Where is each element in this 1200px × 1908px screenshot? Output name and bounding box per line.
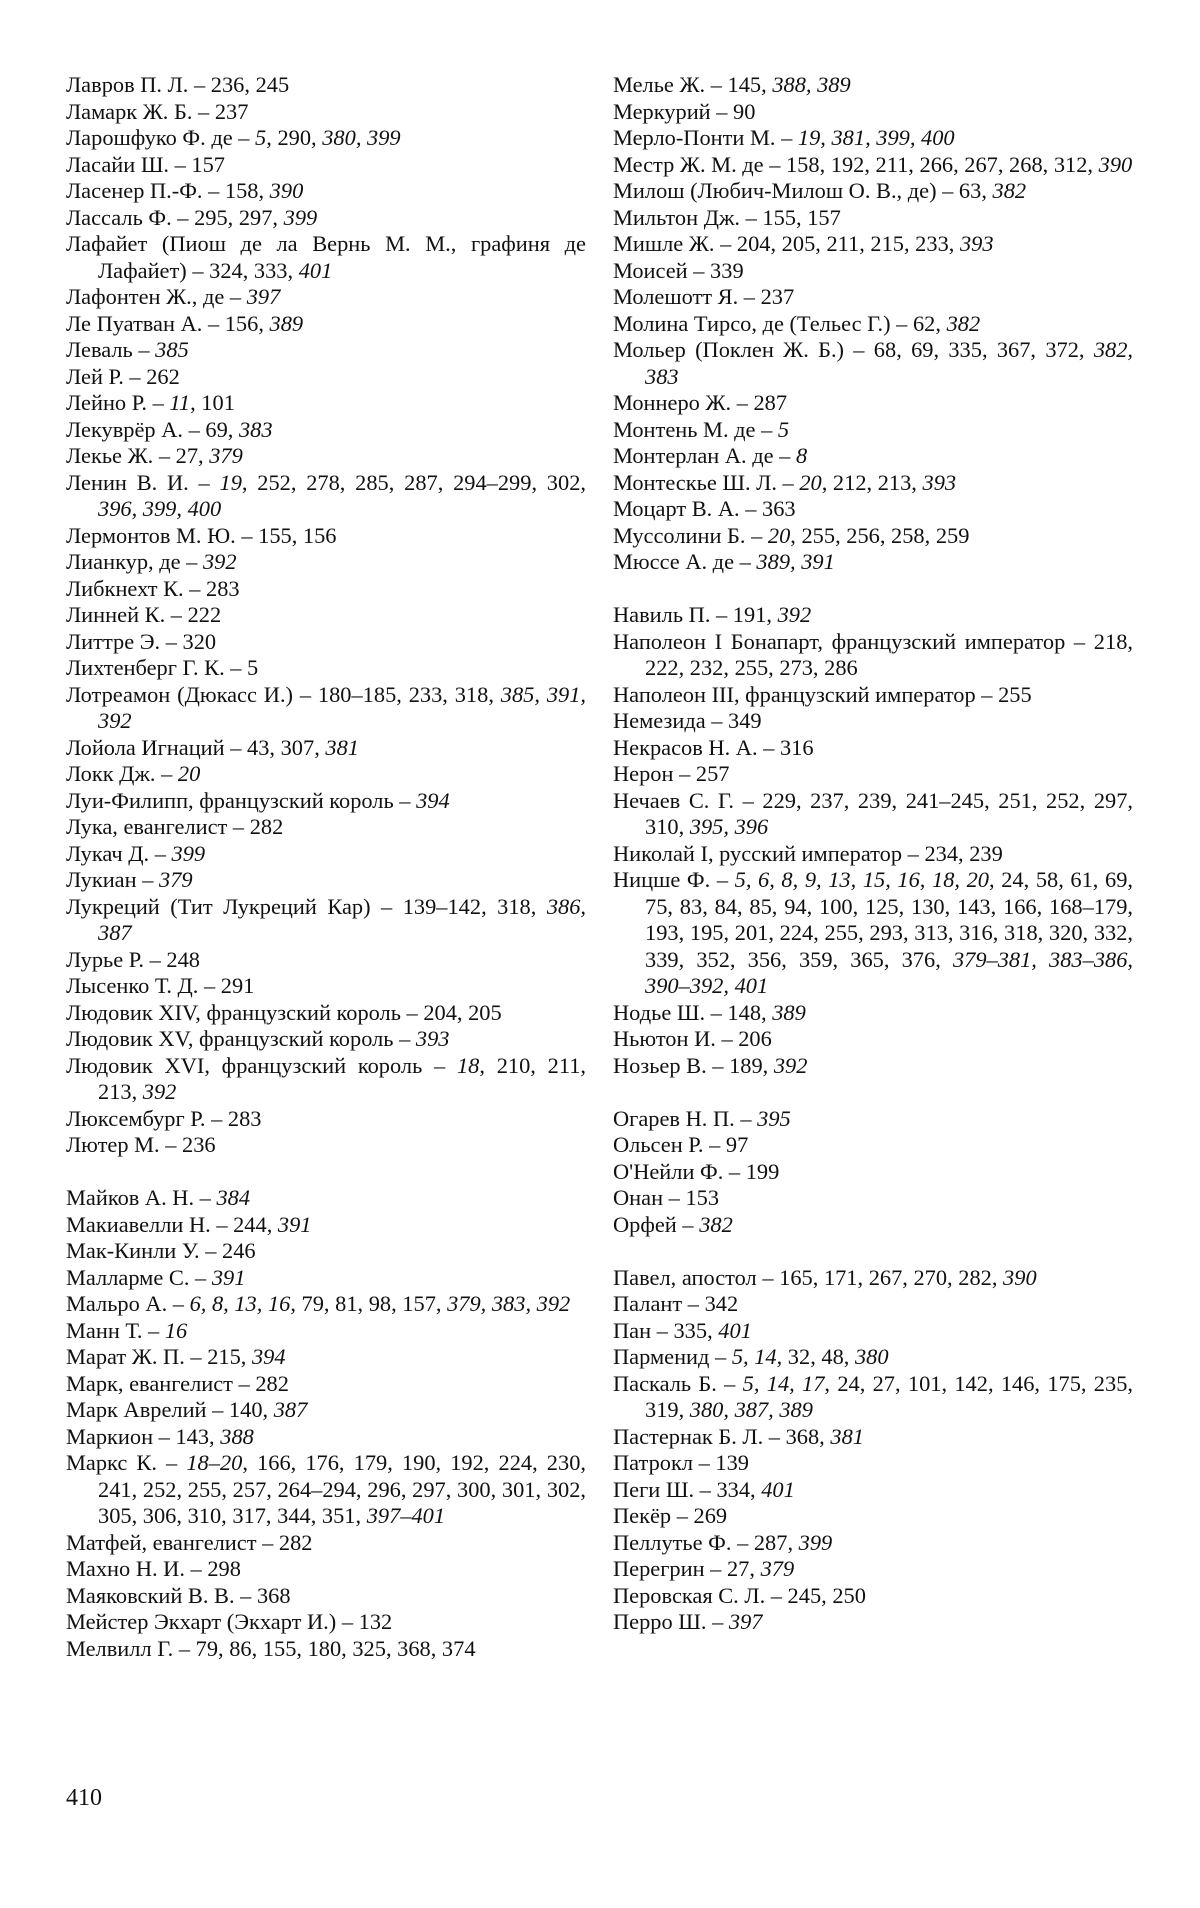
index-entry: [66, 788, 586, 815]
index-entry-text: Ницше Ф. –: [613, 867, 735, 892]
index-entry-text: Мюссе А. де –: [613, 549, 757, 574]
index-entry-text: , 252, 278, 285, 287, 294–299, 302,: [241, 469, 586, 495]
index-entry: [613, 1371, 1133, 1424]
index-entry: [613, 841, 1133, 868]
index-entry: [66, 1556, 586, 1583]
index-entry: [66, 125, 586, 152]
index-entry-text: Лейно Р. –: [66, 390, 170, 415]
index-entry: [613, 1291, 1133, 1318]
index-entry-text: Паскаль Б. –: [613, 1370, 743, 1396]
index-entry-text: О'Нейли Ф. – 199: [613, 1158, 780, 1184]
index-entry-text: Лей Р. – 262: [66, 363, 180, 389]
index-entry-text: Люксембург Р. – 283: [66, 1105, 262, 1131]
index-entry: [613, 99, 1133, 126]
index-entry-italic-pages: 384: [216, 1185, 251, 1210]
index-entry-text: Милош (Любич-Милош О. В., де) – 63,: [613, 178, 993, 203]
index-entry-text: Монтерлан А. де –: [613, 443, 796, 468]
index-entry-text: Лукиан –: [66, 867, 159, 892]
index-entry: [66, 814, 586, 841]
index-entry-text: Наполеон I Бонапарт, французский император – 218, 222, 232, 255, 273, 286: [613, 628, 1133, 680]
index-entry-text: , 32, 48,: [776, 1344, 855, 1369]
index-entry: [66, 735, 586, 762]
index-column-left: [66, 72, 586, 1662]
index-entry-text: Лекуврёр А. – 69,: [66, 416, 239, 442]
index-entry-italic-pages: 19, 381, 399, 400: [797, 125, 955, 150]
index-entry: [66, 390, 586, 417]
index-entry-italic-pages: 389: [772, 999, 806, 1025]
index-entry: [613, 311, 1133, 338]
index-entry-italic-pages: 389, 391: [756, 549, 835, 574]
index-entry-text: Лука, евангелист – 282: [66, 814, 284, 839]
index-entry: [613, 417, 1133, 444]
index-entry-text: Патрокл – 139: [613, 1450, 750, 1475]
index-entry-text: Молешотт Я. – 237: [613, 284, 795, 309]
index-entry: [66, 1053, 586, 1106]
index-entry-italic-pages: 382, 383: [645, 337, 1133, 389]
index-entry: [66, 1530, 586, 1557]
index-entry-text: Марат Ж. П. – 215,: [66, 1344, 252, 1369]
index-entry: [613, 1026, 1133, 1053]
index-entry: [66, 1132, 586, 1159]
index-entry-text: Мишле Ж. – 204, 205, 211, 215, 233,: [613, 231, 960, 256]
index-entry-text: , 79, 81, 98, 157,: [290, 1291, 448, 1316]
index-entry-text: Перовская С. Л. – 245, 250: [613, 1582, 866, 1608]
index-entry-italic-pages: 393: [415, 1026, 450, 1051]
index-entry-text: Лукреций (Тит Лукреций Кар) – 139–142, 318,: [66, 893, 547, 919]
index-entry: [66, 761, 586, 788]
index-entry: [613, 1106, 1133, 1133]
index-entry-italic-pages: 5, 14, 17: [742, 1370, 825, 1396]
index-entry: [66, 99, 586, 126]
index-entry: [66, 602, 586, 629]
index-entry-text: , 212, 213,: [821, 469, 923, 495]
index-entry-italic-pages: 379–381, 383–386, 390–392, 401: [645, 946, 1134, 998]
index-entry: [613, 258, 1133, 285]
index-entry: [613, 602, 1133, 629]
index-entry: [613, 735, 1133, 762]
index-entry-text: Мальро А. –: [66, 1291, 190, 1316]
index-entry-text: Павел, апостол – 165, 171, 267, 270, 282,: [613, 1264, 1004, 1290]
index-entry: [613, 496, 1133, 523]
index-entry: [613, 390, 1133, 417]
index-entry-italic-pages: 382: [946, 310, 981, 336]
index-entry-text: Махно Н. И. – 298: [66, 1556, 241, 1581]
index-entry: [66, 364, 586, 391]
index-entry-text: Ньютон И. – 206: [613, 1026, 772, 1051]
index-entry-text: Маркс К. –: [66, 1450, 187, 1475]
index-entry-italic-pages: 392: [777, 602, 812, 627]
index-entry-italic-pages: 397: [728, 1609, 763, 1634]
index-entry: [66, 1185, 586, 1212]
index-entry-text: Огарев Н. П. –: [613, 1105, 758, 1131]
index-entry-text: Моннеро Ж. – 287: [613, 390, 788, 415]
index-entry-text: Орфей –: [613, 1211, 700, 1237]
index-entry-text: Ларошфуко Ф. де –: [66, 125, 256, 150]
index-entry-text: Ленин В. И. –: [66, 469, 220, 495]
index-entry: [66, 1371, 586, 1398]
index-entry-italic-pages: 392: [773, 1052, 808, 1078]
index-entry-text: Моисей – 339: [613, 257, 744, 283]
index-entry-text: Людовик XIV, французский король – 204, 205: [66, 999, 502, 1025]
index-entry-text: Лекье Ж. – 27,: [66, 443, 210, 468]
index-entry: [66, 1450, 586, 1530]
index-entry-italic-pages: 389: [269, 310, 304, 336]
index-entry-text: Лурье Р. – 248: [66, 946, 200, 972]
index-entry-italic-pages: 20: [767, 522, 791, 548]
index-entry: [613, 1000, 1133, 1027]
index-entry: [613, 205, 1133, 232]
index-entry-text: Моцарт В. А. – 363: [613, 496, 796, 521]
index-entry: [66, 1583, 586, 1610]
index-entry-italic-pages: 5, 6, 8, 9, 13, 15, 16, 18, 20: [734, 867, 990, 892]
index-entry: [66, 947, 586, 974]
index-entry: [66, 1212, 586, 1239]
index-entry-text: Нерон – 257: [613, 761, 730, 786]
index-entry-italic-pages: 5, 14: [731, 1344, 777, 1369]
index-entry-text: Онан – 153: [613, 1185, 720, 1210]
index-entry: [613, 152, 1133, 179]
index-entry-italic-pages: 386, 387: [98, 893, 586, 945]
index-entry-italic-pages: 397: [246, 284, 281, 309]
index-entry: [66, 1344, 586, 1371]
index-entry: [613, 708, 1133, 735]
index-entry: [613, 1053, 1133, 1080]
index-entry: [613, 125, 1133, 152]
index-entry-text: Лермонтов М. Ю. – 155, 156: [66, 522, 337, 548]
index-entry-text: Либкнехт К. – 283: [66, 575, 240, 601]
index-entry-italic-pages: 380, 387, 389: [689, 1397, 813, 1422]
index-entry-italic-pages: 18: [456, 1052, 480, 1078]
index-entry-italic-pages: 5: [255, 125, 267, 150]
index-entry-text: Монтень М. де –: [613, 416, 778, 442]
index-entry: [613, 1212, 1133, 1239]
index-entry-text: Навиль П. – 191,: [613, 602, 778, 627]
index-entry-italic-pages: 18–20: [186, 1450, 243, 1475]
index-entry-text: Марк, евангелист – 282: [66, 1370, 289, 1396]
index-entry-text: Ле Пуатван А. – 156,: [66, 310, 270, 336]
index-entry-text: Лафайет (Пиош де ла Вернь М. М., графиня де Лафайет) – 324, 333,: [66, 231, 586, 283]
index-entry-italic-pages: 380: [854, 1344, 889, 1369]
index-entry-text: , 290,: [266, 125, 323, 150]
index-entry: [613, 1344, 1133, 1371]
index-entry: [613, 337, 1133, 390]
index-entry: [66, 867, 586, 894]
index-entry-text: Перегрин – 27,: [613, 1556, 761, 1581]
index-entry-italic-pages: 395, 396: [689, 814, 769, 839]
index-entry-italic-pages: 19: [219, 469, 242, 495]
index-entry-text: Маркион – 143,: [66, 1423, 221, 1449]
index-entry-italic-pages: 394: [416, 787, 450, 813]
index-entry: [613, 284, 1133, 311]
index-entry-text: Лавров П. Л. – 236, 245: [66, 72, 290, 97]
index-entry: [613, 682, 1133, 709]
index-entry: [66, 682, 586, 735]
index-entry: [66, 894, 586, 947]
index-entry: [66, 1238, 586, 1265]
index-entry-text: Монтескье Ш. Л. –: [613, 469, 800, 495]
index-entry-text: Лихтенберг Г. К. – 5: [66, 655, 259, 680]
index-entry-text: Линней К. – 222: [66, 602, 222, 627]
index-entry-italic-pages: 391: [211, 1264, 246, 1290]
index-entry-text: , 210, 211, 213,: [98, 1052, 586, 1104]
index-entry-text: Людовик XVI, французский король –: [66, 1052, 457, 1078]
index-entry-text: Нодье Ш. – 148,: [613, 999, 773, 1025]
index-entry-text: Локк Дж. –: [66, 761, 178, 786]
index-entry-italic-pages: 399: [171, 840, 206, 866]
index-entry-text: Лассаль Ф. – 295, 297,: [66, 204, 284, 230]
index-entry-text: Манн Т. –: [66, 1317, 165, 1343]
index-entry-text: Лотреамон (Дюкасс И.) – 180–185, 233, 318,: [66, 681, 501, 707]
index-entry-text: Мелвилл Г. – 79, 86, 155, 180, 325, 368, 374: [66, 1635, 476, 1661]
index-entry-text: Мелье Ж. – 145,: [613, 72, 773, 97]
index-entry-text: , 166, 176, 179, 190, 192, 224, 230, 241, 252, 255, 257, 264–294, 296, 297, 300, 301, 302, 305, 306, 310, 317, 344, 351,: [98, 1450, 586, 1528]
index-entry-italic-pages: 381: [325, 734, 359, 760]
index-entry: [66, 1106, 586, 1133]
index-entry: [613, 72, 1133, 99]
index-entry: [66, 576, 586, 603]
index-entry: [66, 1424, 586, 1451]
index-entry: [613, 1583, 1133, 1610]
index-entry-text: Парменид –: [613, 1344, 732, 1369]
index-entry-italic-pages: 391: [277, 1211, 312, 1237]
index-entry-text: Меркурий – 90: [613, 98, 756, 124]
index-entry-text: Пеги Ш. – 334,: [613, 1476, 762, 1502]
index-entry-italic-pages: 6, 8, 13, 16: [189, 1291, 291, 1316]
index-entry: [66, 1000, 586, 1027]
page-number: 410: [66, 1785, 102, 1811]
index-entry: [613, 523, 1133, 550]
index-entry: [613, 470, 1133, 497]
index-entry-italic-pages: 395: [757, 1105, 791, 1131]
index-entry-text: Лианкур, де –: [66, 549, 203, 574]
index-entry: [613, 1265, 1133, 1292]
index-entry: [66, 178, 586, 205]
index-entry-text: , 24, 58, 61, 69, 75, 83, 84, 85, 94, 100, 125, 130, 143, 166, 168–179, 193, 195, 201, 224, 255, 293, 313, 316, 318, 320, 332, 339, 352, 356, 359, 365, 376,: [645, 867, 1133, 972]
index-entry-text: Молина Тирсо, де (Тельес Г.) – 62,: [613, 310, 947, 336]
index-entry-text: Макиавелли Н. – 244,: [66, 1211, 278, 1237]
index-entry: [613, 761, 1133, 788]
index-entry-italic-pages: 401: [718, 1317, 752, 1343]
index-entry-text: Мольер (Поклен Ж. Б.) – 68, 69, 335, 367, 372,: [613, 337, 1094, 362]
index-entry-italic-pages: 401: [761, 1476, 795, 1502]
index-entry: [66, 1318, 586, 1345]
index-entry: [66, 1026, 586, 1053]
index-entry-text: , 24, 27, 101, 142, 146, 175, 235, 319,: [645, 1370, 1133, 1422]
index-entry: [66, 284, 586, 311]
index-entry-italic-pages: 393: [959, 231, 994, 256]
index-entry-italic-pages: 387: [273, 1397, 308, 1422]
index-entry-text: Марк Аврелий – 140,: [66, 1397, 274, 1422]
index-entry: [613, 549, 1133, 576]
index-entry-text: Нозьер В. – 189,: [613, 1052, 774, 1078]
index-entry-text: Лысенко Т. Д. – 291: [66, 973, 255, 998]
index-entry-italic-pages: 390: [1098, 151, 1133, 177]
index-entry-italic-pages: 385: [155, 337, 189, 362]
index-entry: [66, 417, 586, 444]
index-entry: [66, 1397, 586, 1424]
index-entry-italic-pages: 388, 389: [772, 72, 851, 97]
index-entry: [613, 1477, 1133, 1504]
index-entry-text: Пастернак Б. Л. – 368,: [613, 1423, 831, 1449]
index-entry-text: Перро Ш. –: [613, 1609, 729, 1634]
index-entry: [66, 549, 586, 576]
index-entry: [66, 337, 586, 364]
index-entry: [66, 1265, 586, 1292]
index-entry: [613, 178, 1133, 205]
index-entry: [613, 1503, 1133, 1530]
index-entry-text: Мак-Кинли У. – 246: [66, 1238, 256, 1263]
index-entry-text: Ламарк Ж. Б. – 237: [66, 98, 249, 124]
index-entry-italic-pages: 401: [298, 257, 333, 283]
index-entry-text: Местр Ж. М. де – 158, 192, 211, 266, 267, 268, 312,: [613, 151, 1099, 177]
index-entry-italic-pages: 379, 383, 392: [447, 1291, 571, 1316]
index-entry-italic-pages: 393: [922, 469, 957, 495]
index-entry-italic-pages: 379: [760, 1556, 795, 1581]
index-entry: [66, 1609, 586, 1636]
index-entry-text: Пекёр – 269: [613, 1503, 728, 1528]
index-entry-italic-pages: 11: [169, 390, 191, 415]
index-entry-italic-pages: 20: [799, 469, 822, 495]
index-entry-italic-pages: 390: [269, 178, 304, 203]
index-entry: [613, 443, 1133, 470]
index-entry: [613, 1450, 1133, 1477]
index-entry-text: Наполеон III, французский император – 255: [613, 681, 1032, 707]
index-entry-italic-pages: 8: [795, 443, 808, 468]
index-entry-text: Ласайи Ш. – 157: [66, 151, 225, 177]
index-entry-text: Мерло-Понти М. –: [613, 125, 798, 150]
index-entry-text: Пеллутье Ф. – 287,: [613, 1529, 799, 1555]
index-entry-italic-pages: 379: [159, 867, 193, 892]
index-entry-italic-pages: 399: [283, 204, 318, 230]
index-entry-italic-pages: 396, 399, 400: [98, 496, 222, 521]
index-entry-text: Пан – 335,: [613, 1317, 719, 1343]
index-entry: [66, 231, 586, 284]
index-entry-text: Людовик XV, французский король –: [66, 1026, 416, 1051]
index-entry-text: Матфей, евангелист – 282: [66, 1529, 313, 1555]
index-entry-text: Малларме С. –: [66, 1264, 212, 1290]
index-entry: [66, 72, 586, 99]
index-entry-italic-pages: 382: [992, 178, 1027, 203]
index-entry-italic-pages: 5: [777, 416, 790, 442]
index-entry-italic-pages: 399: [798, 1529, 833, 1555]
index-entry: [613, 788, 1133, 841]
index-entry-text: Литтре Э. – 320: [66, 628, 217, 654]
index-entry-italic-pages: 16: [164, 1317, 188, 1343]
index-entry-text: Ласенер П.-Ф. – 158,: [66, 178, 270, 203]
index-entry-italic-pages: 379: [209, 443, 243, 468]
index-entry-italic-pages: 383: [238, 416, 273, 442]
index-entry-text: Палант – 342: [613, 1291, 739, 1316]
index-entry-text: Лойола Игнаций – 43, 307,: [66, 734, 326, 760]
index-entry: [66, 205, 586, 232]
index-entry: [613, 1318, 1133, 1345]
index-entry: [613, 1185, 1133, 1212]
index-entry: [613, 1530, 1133, 1557]
index-entry-text: Маяковский В. В. – 368: [66, 1582, 291, 1608]
index-entry: [66, 973, 586, 1000]
index-entry-text: Нечаев С. Г. – 229, 237, 239, 241–245, 251, 252, 297, 310,: [613, 787, 1133, 839]
index-entry: [613, 1159, 1133, 1186]
index-entry-italic-pages: 20: [177, 761, 201, 786]
index-entry: [66, 152, 586, 179]
index-entry: [66, 629, 586, 656]
index-entry: [66, 523, 586, 550]
index-entry-text: , 101: [190, 390, 235, 415]
index-entry: [613, 1556, 1133, 1583]
index-entry-italic-pages: 382: [699, 1211, 733, 1237]
index-entry-italic-pages: 381: [830, 1423, 864, 1449]
index-entry: [613, 1609, 1133, 1636]
index-entry-text: Мильтон Дж. – 155, 157: [613, 204, 841, 230]
index-entry-text: Ольсен Р. – 97: [613, 1132, 749, 1157]
index-entry: [613, 1424, 1133, 1451]
index-entry: [613, 1132, 1133, 1159]
index-entry: [66, 1291, 586, 1318]
index-entry-italic-pages: 385, 391, 392: [98, 681, 586, 733]
index-entry: [66, 311, 586, 338]
index-entry-italic-pages: 388: [220, 1423, 254, 1449]
index-entry: [613, 867, 1133, 1000]
index-entry-text: Николай I, русский император – 234, 239: [613, 840, 1003, 866]
index-entry-italic-pages: 392: [142, 1079, 177, 1104]
index-entry: [66, 1636, 586, 1663]
index-entry-italic-pages: 392: [202, 549, 237, 574]
index-entry-text: Лютер М. – 236: [66, 1132, 216, 1157]
index-entry-text: Мейстер Экхарт (Экхарт И.) – 132: [66, 1609, 393, 1634]
index-entry-italic-pages: 394: [251, 1344, 286, 1369]
index-entry-text: Немезида – 349: [613, 708, 762, 733]
index-entry-text: Луи-Филипп, французский король –: [66, 787, 417, 813]
index-entry-italic-pages: 380, 399: [322, 125, 401, 150]
index-entry: [66, 655, 586, 682]
index-entry: [613, 231, 1133, 258]
index-entry: [66, 443, 586, 470]
index-entry-italic-pages: 397–401: [366, 1503, 446, 1528]
index-entry-italic-pages: 390: [1003, 1264, 1037, 1290]
index-entry-text: Некрасов Н. А. – 316: [613, 734, 814, 760]
index-column-right: [613, 72, 1133, 1636]
index-entry-text: Лафонтен Ж., де –: [66, 284, 247, 309]
index-entry-text: Майков А. Н. –: [66, 1185, 217, 1210]
index-entry: [66, 470, 586, 523]
index-entry-text: Леваль –: [66, 337, 156, 362]
index-entry: [613, 629, 1133, 682]
index-entry-text: Муссолини Б. –: [613, 522, 768, 548]
index-entry-text: , 255, 256, 258, 259: [790, 522, 970, 548]
index-entry: [66, 841, 586, 868]
index-entry-text: Лукач Д. –: [66, 840, 172, 866]
